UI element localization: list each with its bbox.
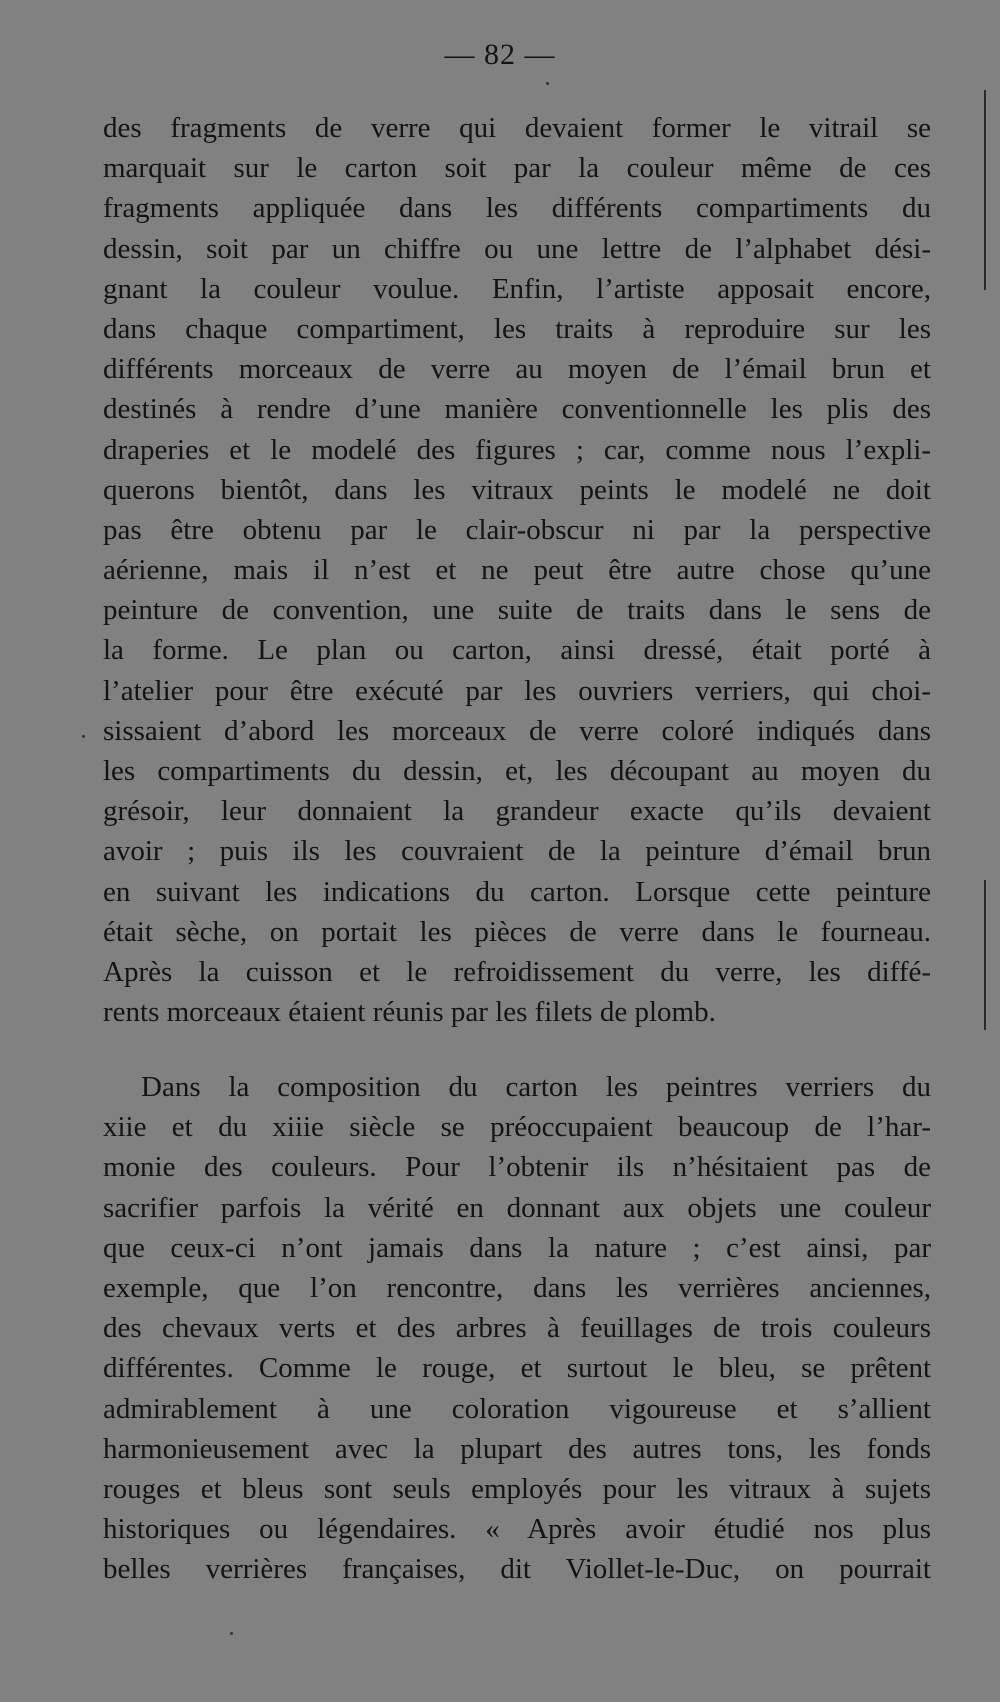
text-line: destinés à rendre d’une manière conventionnelle les plis des [103, 393, 931, 426]
scan-speck [546, 82, 549, 85]
text-line: draperies et le modelé des figures ; car, comme nous l’expli- [103, 433, 931, 466]
text-line: marquait sur le carton soit par la couleur même de ces [103, 152, 931, 185]
text-line: exemple, que l’on rencontre, dans les verrières anciennes, [103, 1271, 931, 1304]
text-line: grésoir, leur donnaient la grandeur exacte qu’ils devaient [103, 795, 931, 828]
text-line: historiques ou légendaires. « Après avoir étudié nos plus [103, 1513, 931, 1546]
text-line: les compartiments du dessin, et, les découpant au moyen du [103, 755, 931, 787]
text-line: querons bientôt, dans les vitraux peints le modelé ne doit [103, 473, 931, 506]
text-line: la forme. Le plan ou carton, ainsi dressé, était porté à [103, 634, 931, 667]
text-line: Après la cuisson et le refroidissement du verre, les diffé- [103, 955, 931, 988]
text-line: dans chaque compartiment, les traits à reproduire sur les [103, 312, 931, 345]
text-line: était sèche, on portait les pièces de verre dans le fourneau. [103, 915, 931, 948]
text-line: fragments appliquée dans les différents compartiments du [103, 192, 931, 225]
scan-speck [230, 1632, 233, 1635]
text-line: harmonieusement avec la plupart des autres tons, les fonds [103, 1432, 931, 1465]
text-line: sacrifier parfois la vérité en donnant aux objets une couleur [103, 1191, 931, 1224]
text-line: aérienne, mais il n’est et ne peut être autre chose qu’une [103, 554, 931, 587]
text-line: peinture de convention, une suite de traits dans le sens de [103, 594, 931, 627]
scan-edge-mark [984, 90, 986, 290]
text-line: des fragments de verre qui devaient former le vitrail se [103, 112, 931, 144]
text-line: xiie et du xiiie siècle se préoccupaient beaucoup de l’har- [103, 1111, 931, 1144]
text-line: belles verrières françaises, dit Viollet-le-Duc, on pourrait [103, 1553, 931, 1586]
text-line: admirablement à une coloration vigoureuse et s’allient [103, 1392, 931, 1425]
text-line: rents morceaux étaient réunis par les filets de plomb. [103, 996, 716, 1029]
text-line: monie des couleurs. Pour l’obtenir ils n’hésitaient pas de [103, 1151, 931, 1184]
scan-edge-mark [984, 880, 986, 1030]
text-line: pas être obtenu par le clair-obscur ni par la perspective [103, 513, 931, 546]
text-line: des chevaux verts et des arbres à feuillages de trois couleurs [103, 1312, 931, 1345]
text-line: gnant la couleur voulue. Enfin, l’artiste apposait encore, [103, 272, 931, 305]
text-line: que ceux-ci n’ont jamais dans la nature ; c’est ainsi, par [103, 1231, 931, 1264]
text-line: l’atelier pour être exécuté par les ouvriers verriers, qui choi- [103, 674, 931, 707]
text-line: en suivant les indications du carton. Lorsque cette peinture [103, 875, 931, 908]
text-line: différents morceaux de verre au moyen de l’émail brun et [103, 353, 931, 386]
page-number: — 82 — [444, 38, 556, 71]
text-line: Dans la composition du carton les peintres verriers du [141, 1071, 931, 1103]
paragraph-1 [103, 108, 931, 1032]
paragraph-2 [103, 1067, 931, 1589]
text-line: sissaient d’abord les morceaux de verre coloré indiqués dans [103, 714, 931, 747]
text-line: rouges et bleus sont seuls employés pour les vitraux à sujets [103, 1472, 931, 1505]
text-line: avoir ; puis ils les couvraient de la peinture d’émail brun [103, 835, 931, 868]
text-line: dessin, soit par un chiffre ou une lettre de l’alphabet dési- [103, 232, 931, 265]
scan-speck [82, 735, 85, 738]
text-line: différentes. Comme le rouge, et surtout le bleu, se prêtent [103, 1352, 931, 1385]
